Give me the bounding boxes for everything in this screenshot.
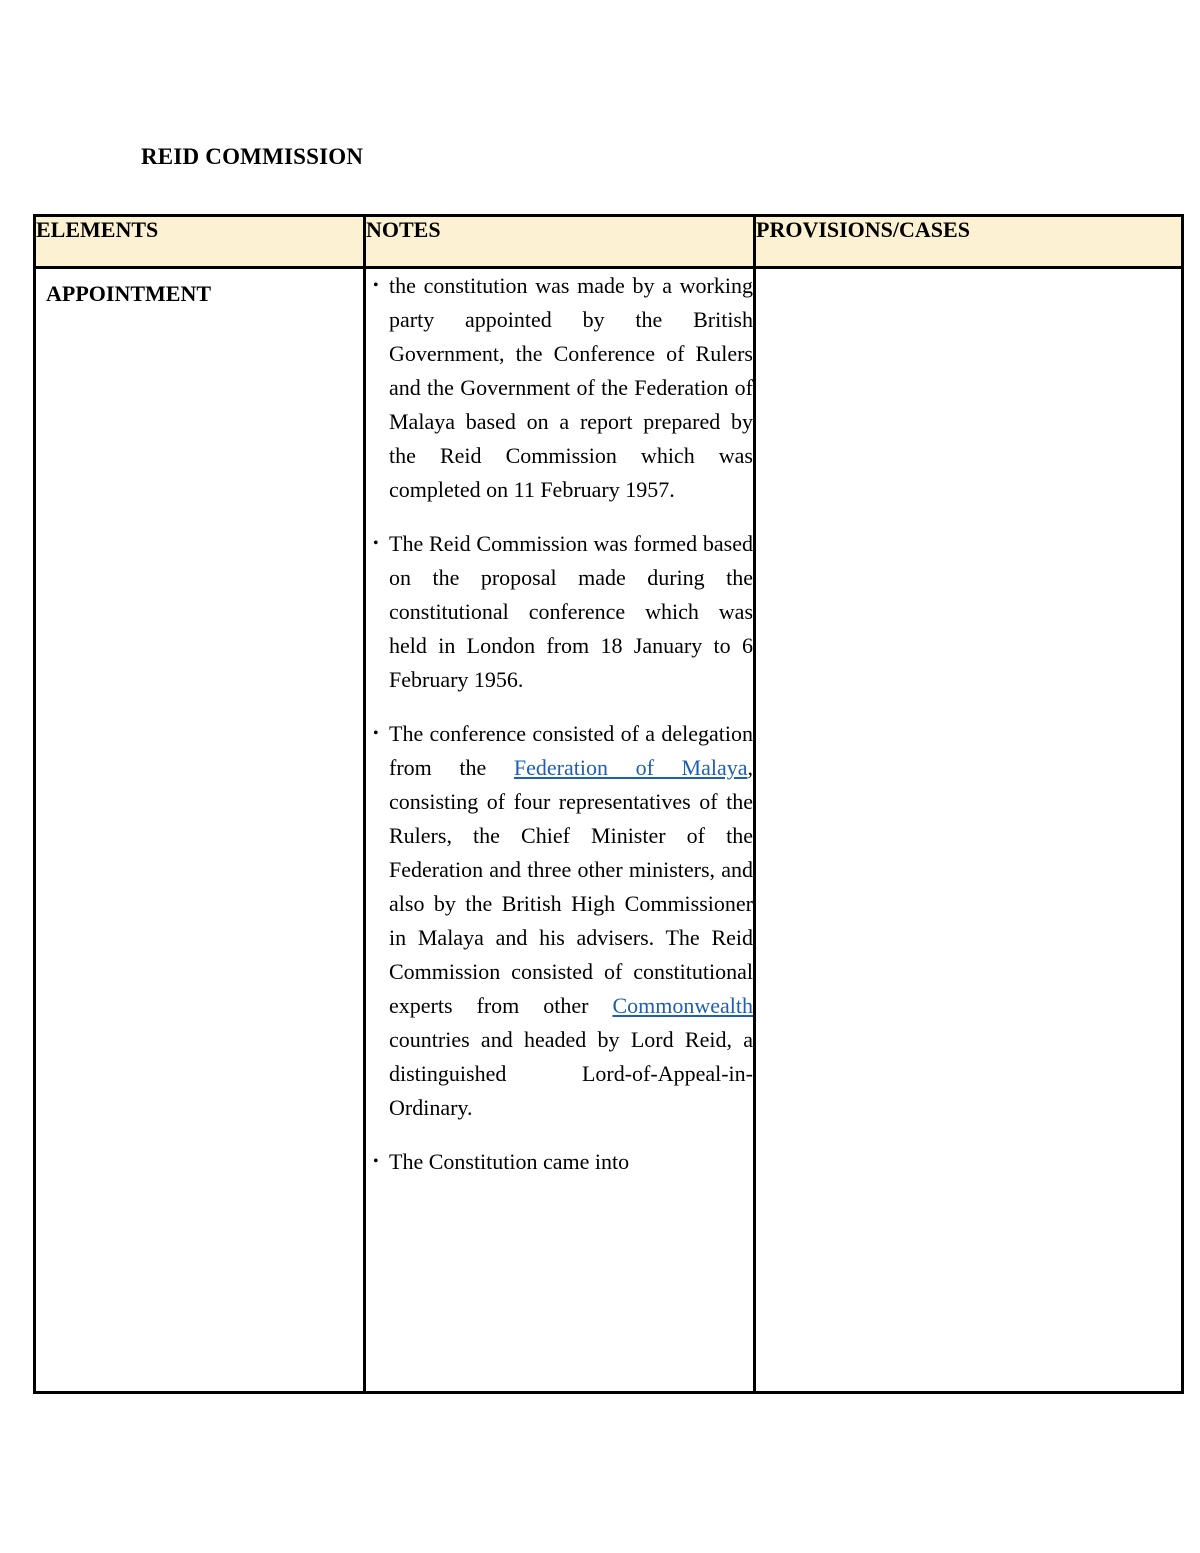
note-text: , consisting of four representatives of the Rulers, the Chief Minister of the Federation and three other ministers, and also by the British High Commissioner in Malaya and his advisers. The Reid Commission consisted of constitutional experts from other (389, 755, 753, 1018)
notes-list (366, 269, 753, 1179)
elements-cell (35, 268, 365, 1393)
federation-of-malaya-link[interactable]: Federation of Malaya (513, 755, 748, 780)
note-item (366, 717, 753, 1125)
element-label: APPOINTMENT (46, 281, 211, 306)
page-title: REID COMMISSION (141, 144, 364, 169)
table-header-row (35, 216, 1183, 268)
note-text: The Constitution came into (389, 1149, 630, 1174)
notes-cell (365, 268, 755, 1393)
bullet-icon: • (373, 1153, 379, 1170)
bullet-icon: • (373, 535, 379, 552)
note-item (366, 527, 753, 697)
note-item (366, 1145, 753, 1179)
note-text: The Reid Commission was formed based on the proposal made during the constitutional conference which was held in London from 18 January to 6 February 1956. (389, 531, 753, 692)
note-text: countries and headed by Lord Reid, a distinguished Lord-of-Appeal-in-Ordinary. (389, 1027, 753, 1120)
header-provisions-cases: PROVISIONS/CASES (755, 216, 1183, 268)
note-item (366, 269, 753, 507)
note-text: The conference consisted of a delegation from the (389, 721, 753, 780)
commonwealth-link[interactable]: Commonwealth (612, 993, 753, 1018)
bullet-icon: • (373, 725, 379, 742)
table-row (35, 268, 1183, 1393)
bullet-icon: • (373, 277, 379, 294)
note-text: the constitution was made by a working party appointed by the British Government, the Conference of Rulers and the Government of the Federation of Malaya based on a report prepared by the Reid Commission which was completed on 11 February 1957. (389, 273, 753, 502)
provisions-cases-cell (755, 268, 1183, 1393)
header-elements: ELEMENTS (35, 216, 365, 268)
commission-table (33, 214, 1184, 1394)
header-notes: NOTES (365, 216, 755, 268)
